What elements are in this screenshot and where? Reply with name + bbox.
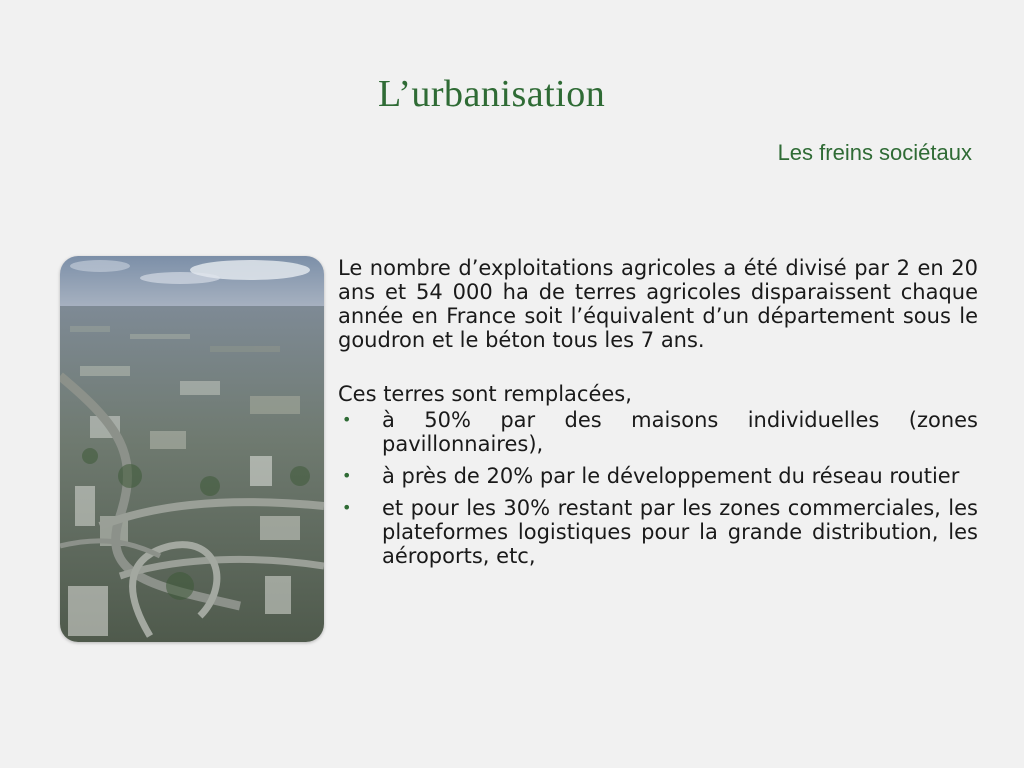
bullet-text: à près de 20% par le développement du réseau routier bbox=[382, 464, 960, 488]
list-item bbox=[338, 496, 978, 568]
intro-paragraph: Le nombre d’exploitations agricoles a été divisé par 2 en 20 ans et 54 000 ha de terres agricoles disparaissent chaque année en France soit l’équivalent d’un département sous le goudron et le béton tous les 7 ans. bbox=[338, 256, 978, 352]
bullet-icon: • bbox=[342, 498, 352, 517]
slide-title: L’urbanisation bbox=[378, 73, 606, 115]
slide-subtitle: Les freins sociétaux bbox=[777, 140, 972, 165]
bullet-text: et pour les 30% restant par les zones commerciales, les plateformes logistiques pour la grande distribution, les aéroports, etc, bbox=[382, 496, 978, 568]
bullet-text: à 50% par des maisons individuelles (zones pavillonnaires), bbox=[382, 408, 978, 456]
city-aerial-illustration bbox=[60, 256, 324, 642]
city-aerial-photo bbox=[60, 256, 324, 642]
bullet-list bbox=[338, 408, 978, 568]
bullet-icon: • bbox=[342, 410, 352, 429]
list-intro: Ces terres sont remplacées, bbox=[338, 382, 632, 406]
slide-body bbox=[338, 256, 978, 576]
bullet-icon: • bbox=[342, 466, 352, 485]
list-item bbox=[338, 464, 978, 488]
list-item bbox=[338, 408, 978, 456]
